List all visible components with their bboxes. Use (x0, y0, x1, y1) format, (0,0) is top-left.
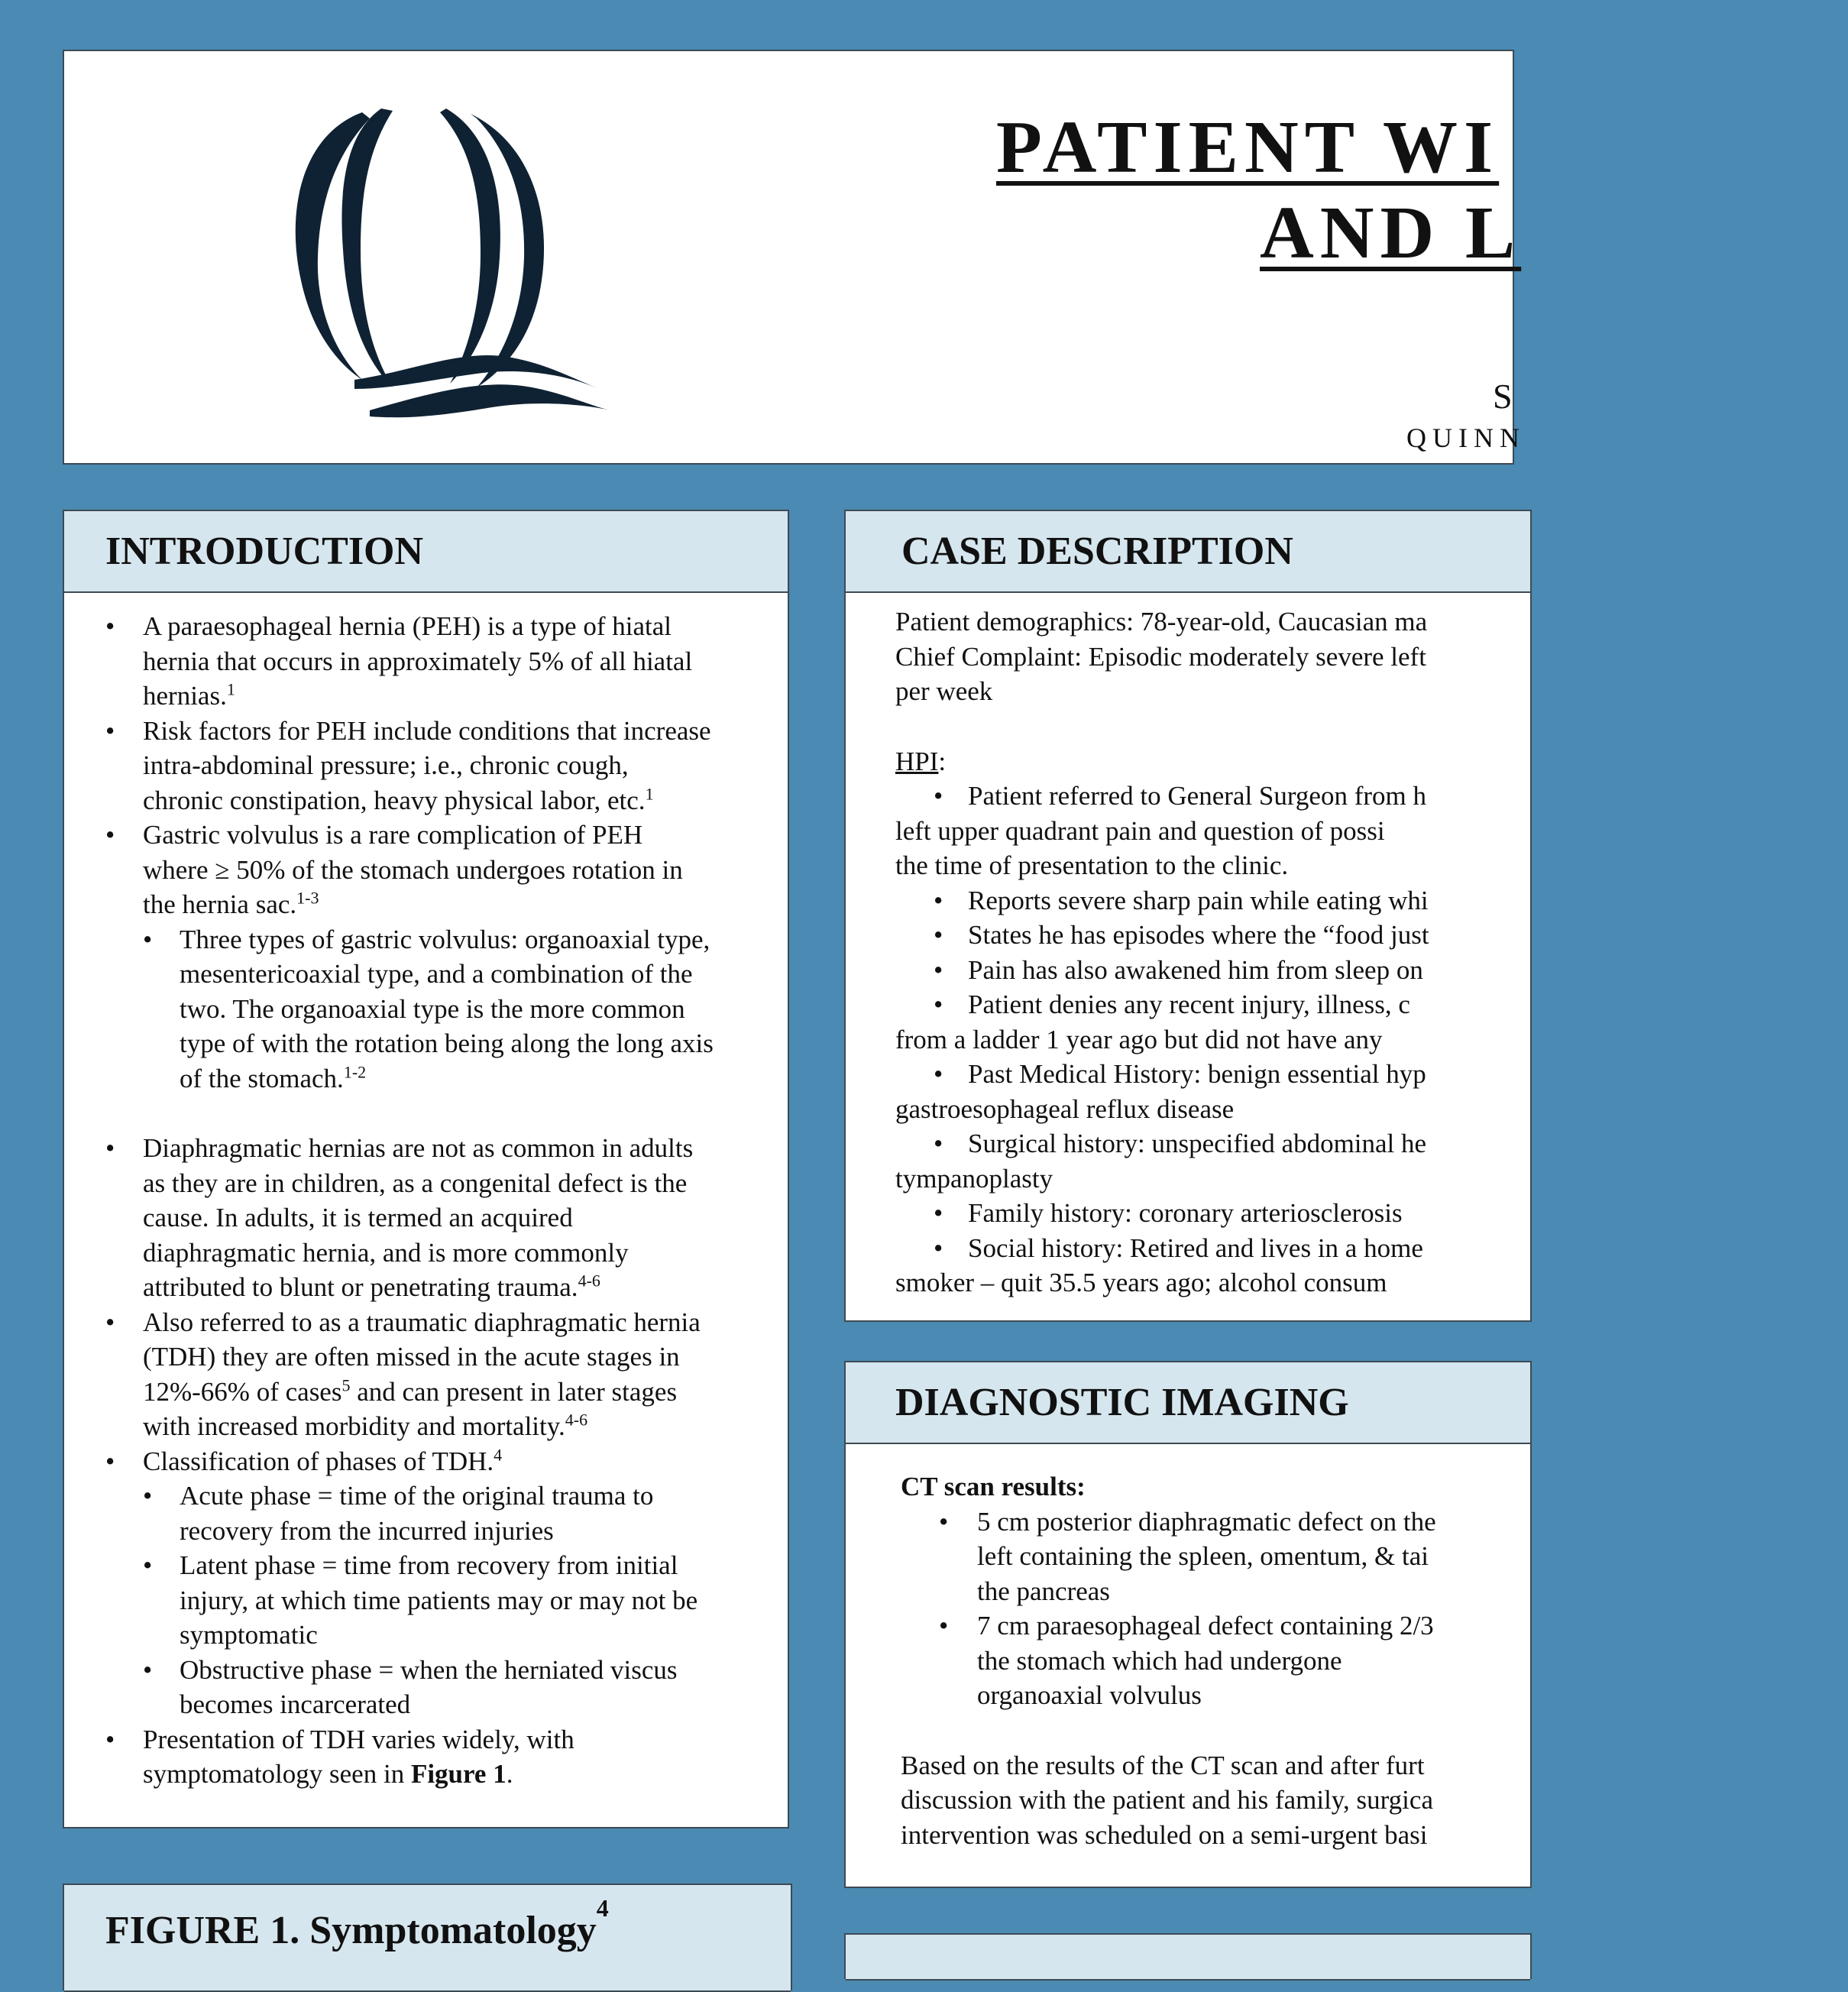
line-text: the time of presentation to the clinic. (895, 850, 1289, 880)
line-text: Past Medical History: benign essential hyp (968, 1059, 1426, 1089)
line-text: 7 cm paraesophageal defect containing 2/3 (977, 1611, 1434, 1641)
bullet-item (64, 1722, 791, 1757)
introduction-section (63, 510, 789, 1828)
line-text: Patient referred to General Surgeon from h (968, 781, 1426, 811)
line-text: Gastric volvulus is a rare complication of PEH (143, 820, 643, 850)
line-text: mesentericoaxial type, and a combination of the (180, 959, 693, 989)
line-text: per week (895, 676, 993, 706)
line-text: intervention was scheduled on a semi-urgent basi (901, 1819, 1428, 1850)
bullet-glyph: • (934, 954, 943, 985)
bullet-glyph: • (934, 1198, 943, 1228)
line-text: Patient denies any recent injury, illness, c (968, 990, 1410, 1019)
line-text: Surgical history: unspecified abdominal he (968, 1129, 1427, 1158)
bullet-glyph: • (934, 1059, 943, 1089)
bullet-item (64, 1548, 791, 1583)
line-text: Risk factors for PEH include conditions that increase (143, 715, 711, 746)
line-text: chronic constipation, heavy physical labor, etc. (143, 785, 646, 815)
line-text: two. The organoaxial type is the more common (180, 993, 685, 1024)
case-heading: CASE DESCRIPTION (846, 511, 1530, 593)
bullet-item (901, 1608, 1588, 1644)
line-text: Three types of gastric volvulus: organoaxial type, (180, 924, 710, 954)
text-line (895, 1265, 1583, 1300)
line-text: A paraesophageal hernia (PEH) is a type of hiatal (143, 611, 672, 641)
bullet-item (64, 818, 791, 853)
bullet-item (64, 1131, 791, 1166)
text-line (895, 1161, 1583, 1197)
text-line (895, 640, 1583, 675)
line-text: Family history: coronary arteriosclerosis (968, 1198, 1403, 1228)
poster-title (931, 105, 1848, 276)
reference-superscript: 4-6 (565, 1410, 588, 1430)
text-line (64, 748, 791, 783)
line-text: where ≥ 50% of the stomach undergoes rotation in (143, 854, 683, 885)
paragraph-gap (895, 709, 1583, 744)
reference-superscript: 4 (494, 1444, 503, 1464)
bullet-item (895, 1231, 1583, 1266)
line-text: injury, at which time patients may or may not be (180, 1585, 698, 1615)
line-text: type of with the rotation being along the long axis (180, 1028, 714, 1058)
bullet-item (895, 779, 1583, 814)
reference-superscript: 1-2 (343, 1061, 367, 1081)
bullet-item (895, 883, 1583, 918)
text-line (64, 1409, 791, 1444)
line-text-tail: and can present in later stages (350, 1376, 678, 1407)
line-text: discussion with the patient and his family, surgica (901, 1785, 1433, 1815)
line-text: (TDH) they are often missed in the acute stages in (143, 1342, 680, 1372)
bullet-item (64, 609, 791, 644)
text-line (64, 1270, 791, 1305)
text-line (895, 674, 1583, 709)
line-text: symptomatology seen in (143, 1759, 411, 1789)
diagnostic-body (901, 1469, 1588, 1852)
text-line (901, 1574, 1588, 1609)
line-text-tail: . (506, 1759, 513, 1789)
poster-header (63, 50, 1526, 465)
line-text: hernia that occurs in approximately 5% of all hiatal (143, 646, 693, 676)
author-name: S (1493, 377, 1519, 416)
text-line (895, 1092, 1583, 1127)
next-section (844, 1933, 1532, 1979)
text-line (901, 1748, 1588, 1783)
bullet-item (895, 1126, 1583, 1161)
text-line (901, 1644, 1588, 1679)
text-line (901, 1783, 1588, 1818)
line-text: with increased morbidity and mortality. (143, 1411, 565, 1441)
reference-superscript: 5 (341, 1375, 351, 1394)
text-line (64, 644, 791, 679)
text-line (895, 814, 1583, 849)
text-line (901, 1818, 1588, 1853)
text-line (64, 1236, 791, 1271)
line-text: Also referred to as a traumatic diaphragmatic hernia (143, 1307, 701, 1337)
paragraph-gap (64, 1096, 791, 1131)
line-text: Presentation of TDH varies widely, with (143, 1724, 574, 1754)
text-line (64, 1687, 791, 1722)
affiliation: QUINN (1406, 423, 1526, 453)
line-text: Acute phase = time of the original trauma to (180, 1481, 654, 1511)
line-text: left upper quadrant pain and question of possi (895, 815, 1385, 846)
text-line (64, 679, 791, 714)
line-text: as they are in children, as a congenital defect is the (143, 1168, 688, 1198)
line-text-tail: : (938, 746, 947, 776)
text-line (64, 992, 791, 1027)
line-text: Reports severe sharp pain while eating whi (968, 885, 1429, 915)
line-text: Classification of phases of TDH. (143, 1446, 494, 1476)
line-text: Based on the results of the CT scan and after furt (901, 1750, 1425, 1780)
text-line (64, 1200, 791, 1236)
bullet-item (895, 918, 1583, 953)
ct-results (901, 1505, 1588, 1853)
text-line (64, 1618, 791, 1653)
bullet-glyph: • (934, 781, 943, 811)
reference-superscript: 4-6 (578, 1271, 600, 1291)
text-line (64, 1166, 791, 1201)
bullet-item (64, 922, 791, 957)
text-line (895, 1022, 1583, 1058)
bullet-item (64, 714, 791, 749)
text-line (64, 853, 791, 888)
diagnostic-heading: DIAGNOSTIC IMAGING (846, 1362, 1530, 1444)
reference-superscript: 1 (645, 783, 654, 803)
text-line (64, 1026, 791, 1061)
bullet-item (64, 1444, 791, 1479)
line-text: attributed to blunt or penetrating trauma. (143, 1272, 578, 1302)
line-text: smoker – quit 35.5 years ago; alcohol consum (895, 1268, 1387, 1297)
bullet-glyph: • (934, 990, 943, 1019)
line-text: Latent phase = time from recovery from initial (180, 1550, 678, 1580)
line-text: of the stomach. (180, 1063, 344, 1093)
text-line (64, 1061, 791, 1096)
bullet-item (895, 953, 1583, 988)
bullet-item (895, 987, 1583, 1022)
bullet-item (64, 1305, 791, 1340)
next-section-heading (846, 1935, 1530, 1981)
title-line-1: PATIENT WI (996, 106, 1500, 189)
line-text: hernias. (143, 681, 227, 711)
figure1-heading-text: FIGURE 1. Symptomatology (105, 1909, 597, 1952)
bullet-item (901, 1505, 1588, 1540)
text-line (895, 848, 1583, 883)
line-text: recovery from the incurred injuries (180, 1515, 554, 1546)
line-text: Obstructive phase = when the herniated viscus (180, 1654, 678, 1685)
line-text: symptomatic (180, 1620, 318, 1650)
text-line (895, 744, 1583, 779)
text-line (64, 887, 791, 922)
line-text: gastroesophageal reflux disease (895, 1093, 1235, 1124)
line-text: States he has episodes where the “food just (968, 920, 1429, 950)
line-text: Pain has also awakened him from sleep on (968, 954, 1423, 985)
text-line (64, 1757, 791, 1792)
line-text: the hernia sac. (143, 889, 297, 919)
line-text: diaphragmatic hernia, and is more commonly (143, 1237, 629, 1268)
text-line (64, 1339, 791, 1375)
bullet-item (895, 1196, 1583, 1231)
text-line (901, 1539, 1588, 1574)
introduction-body (64, 609, 791, 1792)
hpi-label: HPI (895, 746, 939, 776)
line-text: tympanoplasty (895, 1163, 1053, 1194)
bullet-glyph: • (934, 885, 943, 915)
line-text: 12%-66% of cases (143, 1376, 342, 1407)
line-text: the stomach which had undergone (977, 1645, 1342, 1676)
figure1-heading: FIGURE 1. Symptomatology 4 (64, 1885, 791, 1992)
line-text: Chief Complaint: Episodic moderately severe left (895, 641, 1426, 672)
text-line (64, 1583, 791, 1618)
introduction-heading: INTRODUCTION (64, 511, 788, 593)
title-line-2: AND L (1260, 192, 1522, 274)
text-line (64, 1514, 791, 1549)
line-text: cause. In adults, it is termed an acquired (143, 1203, 573, 1232)
line-text: becomes incarcerated (180, 1689, 411, 1719)
reference-superscript: 1 (226, 679, 235, 699)
text-line (64, 957, 791, 992)
text-line (64, 783, 791, 818)
line-text: Social history: Retired and lives in a home (968, 1232, 1423, 1263)
text-line (64, 1375, 791, 1410)
text-line (901, 1678, 1588, 1713)
ct-subheading: CT scan results: (901, 1472, 1086, 1501)
line-text: intra-abdominal pressure; i.e., chronic cough, (143, 750, 629, 780)
reference-superscript: 1-3 (296, 888, 319, 908)
bullet-item (895, 1057, 1583, 1092)
case-description-section (844, 510, 1532, 1322)
case-body (895, 604, 1583, 1300)
bullet-glyph: • (934, 1129, 943, 1158)
text-line (895, 604, 1583, 640)
diagnostic-imaging-section (844, 1361, 1532, 1888)
bullet-glyph: • (934, 920, 943, 950)
bullet-item (64, 1653, 791, 1688)
line-text: left containing the spleen, omentum, & tai (977, 1541, 1429, 1571)
line-text: from a ladder 1 year ago but did not have any (895, 1024, 1383, 1054)
figure1-section (63, 1883, 792, 1990)
line-text: Diaphragmatic hernias are not as common in adults (143, 1133, 694, 1163)
line-text: organoaxial volvulus (977, 1680, 1202, 1710)
bullet-glyph: • (934, 1232, 943, 1263)
line-text: Patient demographics: 78-year-old, Caucasian ma (895, 607, 1428, 636)
line-text: the pancreas (977, 1576, 1110, 1606)
paragraph-gap (901, 1713, 1588, 1748)
quinnipiac-q-logo (270, 105, 652, 433)
bullet-item (64, 1479, 791, 1514)
line-text: 5 cm posterior diaphragmatic defect on the (977, 1506, 1436, 1537)
figure-ref: Figure 1 (410, 1759, 507, 1789)
